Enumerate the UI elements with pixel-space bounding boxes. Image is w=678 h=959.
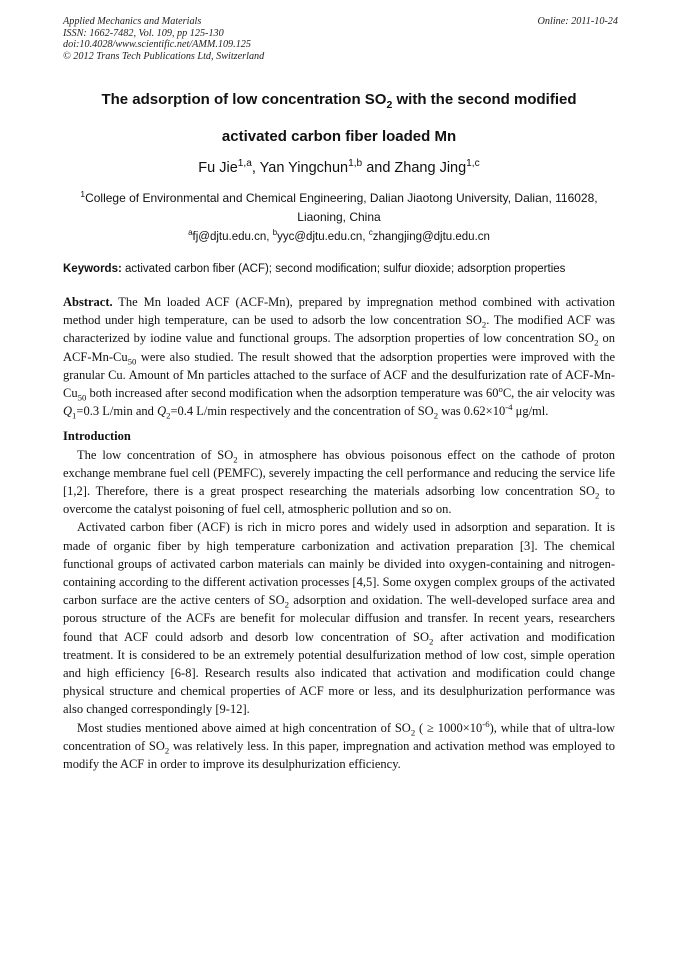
abstract-text: both increased after second modification when the adsorption temperature was 60 [86, 386, 499, 401]
abstract-paragraph [63, 293, 615, 420]
email-sup: b [272, 228, 278, 238]
subscript: 2 [594, 337, 599, 348]
body-text: was relatively less. In this paper, impregnation and activation method was employed to modify the ACF in order to improve its desulphurization efficiency. [63, 738, 615, 772]
abstract-text: was 0.62×10 [438, 404, 506, 419]
author-sup: 1,b [348, 158, 363, 170]
intro-paragraph-1 [63, 446, 615, 519]
subscript: 50 [127, 356, 137, 367]
author-sup: 1,c [466, 158, 480, 170]
abstract-text: =0.3 L/min and [76, 404, 158, 419]
abstract-text: =0.4 L/min respectively and the concentration of SO [170, 404, 434, 419]
subscript: 2 [164, 745, 170, 756]
body-text: ( ≥ 1000×10 [415, 720, 483, 735]
variable: Q [157, 404, 167, 419]
abstract-text: μg/ml. [512, 404, 549, 419]
title-text: The adsorption of low concentration SO [101, 91, 387, 108]
paper-title-line1 [40, 91, 638, 111]
subscript: 2 [166, 410, 171, 421]
affiliation [60, 189, 618, 227]
paper-body [63, 293, 615, 773]
subscript: 2 [595, 490, 600, 501]
publication-header [63, 16, 618, 62]
journal-name: Applied Mechanics and Materials [63, 16, 202, 27]
abstract-text: C, the air velocity was [502, 386, 616, 401]
author-name: Fu Jie [198, 160, 238, 176]
body-text: after activation and modification treatment. It is considered to be an extremely potential desulfurization method of low cost, simple operation and high efficiency [6-8]. Research results also indicated that activation and modification could change physical structure and chemical properties of ACF more or less, and its desulphurization performance was also changed correspondingly [9-12]. [63, 629, 616, 717]
superscript: o [498, 383, 503, 394]
body-text: adsorption and oxidation. The well-developed surface area and porous structure of the ACFs are benefit for molecular diffusion and transfer. In recent years, researchers found that ACF could adsorb and desorb low concentration of SO [63, 593, 615, 644]
subscript: 2 [433, 410, 439, 421]
title-subscript: 2 [386, 99, 393, 111]
subscript: 2 [410, 727, 416, 738]
author-name: Yan Yingchun [259, 160, 349, 176]
body-text: The low concentration of SO [77, 447, 234, 462]
intro-paragraph-2 [63, 518, 615, 718]
paper-title-line2: activated carbon fiber loaded Mn [221, 128, 457, 145]
email-sup: a [188, 228, 193, 238]
body-text: to overcome the catalyst poisoning of fuel cell, atmospheric pollution and so on. [63, 484, 615, 517]
intro-paragraph-3 [63, 719, 615, 774]
author-separator: , [251, 160, 260, 176]
body-text: ), while that of ultra-low concentration of SO [63, 720, 615, 753]
section-heading: Introduction [63, 429, 131, 444]
abstract-label: Abstract. [63, 295, 113, 309]
author-sup: 1,a [237, 158, 252, 170]
subscript: 1 [72, 410, 77, 421]
subscript: 2 [284, 599, 290, 610]
affiliation-sup: 1 [80, 189, 86, 199]
copyright-line: © 2012 Trans Tech Publications Ltd, Switzerland [63, 50, 265, 62]
author-separator: and [362, 160, 395, 176]
keywords-label: Keywords: [63, 263, 122, 275]
subscript: 50 [77, 392, 87, 403]
issn-line: ISSN: 1662-7482, Vol. 109, pp 125-130 [63, 27, 224, 39]
abstract-text: were also studied. The result showed that the adsorption properties were improved with the granular Cu. Amount of Mn particles attached to the surface of ACF and the desulfurization rate of ACF-Mn-Cu [63, 349, 615, 401]
online-date: Online: 2011-10-24 [537, 16, 618, 27]
superscript: -6 [482, 718, 490, 729]
affiliation-text: College of Environmental and Chemical Engineering, Dalian Jiaotong University, Dalian, 116028, Liaoning, China [85, 191, 598, 224]
body-text: Most studies mentioned above aimed at high concentration of SO [77, 720, 411, 735]
subscript: 2 [481, 319, 487, 330]
doi-line: doi:10.4028/www.scientific.net/AMM.109.125 [63, 39, 251, 50]
superscript: -4 [505, 402, 513, 413]
author-list [40, 160, 638, 176]
subscript: 2 [233, 454, 238, 465]
email-link[interactable]: zhangjing@djtu.edu.cn [372, 231, 490, 243]
abstract-text: . The modified ACF was characterized by iodine value and functional groups. The adsorption properties of low concentration SO [63, 313, 616, 346]
title-text: with the second modified [392, 91, 577, 108]
body-text: in atmosphere has obvious poisonous effect on the cathode of proton exchange membrane fuel cell (PEMFC), severely impacting the cell performance and reducing the service life [1,2]. Therefore, there is a great prospect researching the materials adsorbing low concentration SO [63, 447, 615, 499]
email-link[interactable]: yyc@djtu.edu.cn, [277, 231, 369, 243]
keywords [63, 263, 623, 275]
keywords-text: activated carbon fiber (ACF); second modification; sulfur dioxide; adsorption properties [121, 263, 566, 275]
abstract-text: on ACF-Mn-Cu [63, 331, 615, 364]
email-link[interactable]: fj@djtu.edu.cn, [192, 231, 273, 243]
email-sup: c [368, 228, 373, 238]
subscript: 2 [429, 636, 434, 647]
body-text: Activated carbon fiber (ACF) is rich in micro pores and widely used in adsorption and separation. It is made of organic fiber by high temperature carbonization and activation preparation [3]. The chemical functional groups of activated carbon materials can mainly be divided into oxygen-containing and nitrogen-containing according to the different activation processes [4,5]. Some oxygen complex groups of the activated carbon surface are the active centers of SO [63, 520, 615, 608]
abstract-text: The Mn loaded ACF (ACF-Mn), prepared by impregnation method combined with activation method under high temperature, can be used to adsorb the low concentration SO [63, 295, 615, 328]
author-name: Zhang Jing [394, 160, 467, 176]
author-emails [60, 228, 618, 243]
variable: Q [63, 404, 73, 419]
